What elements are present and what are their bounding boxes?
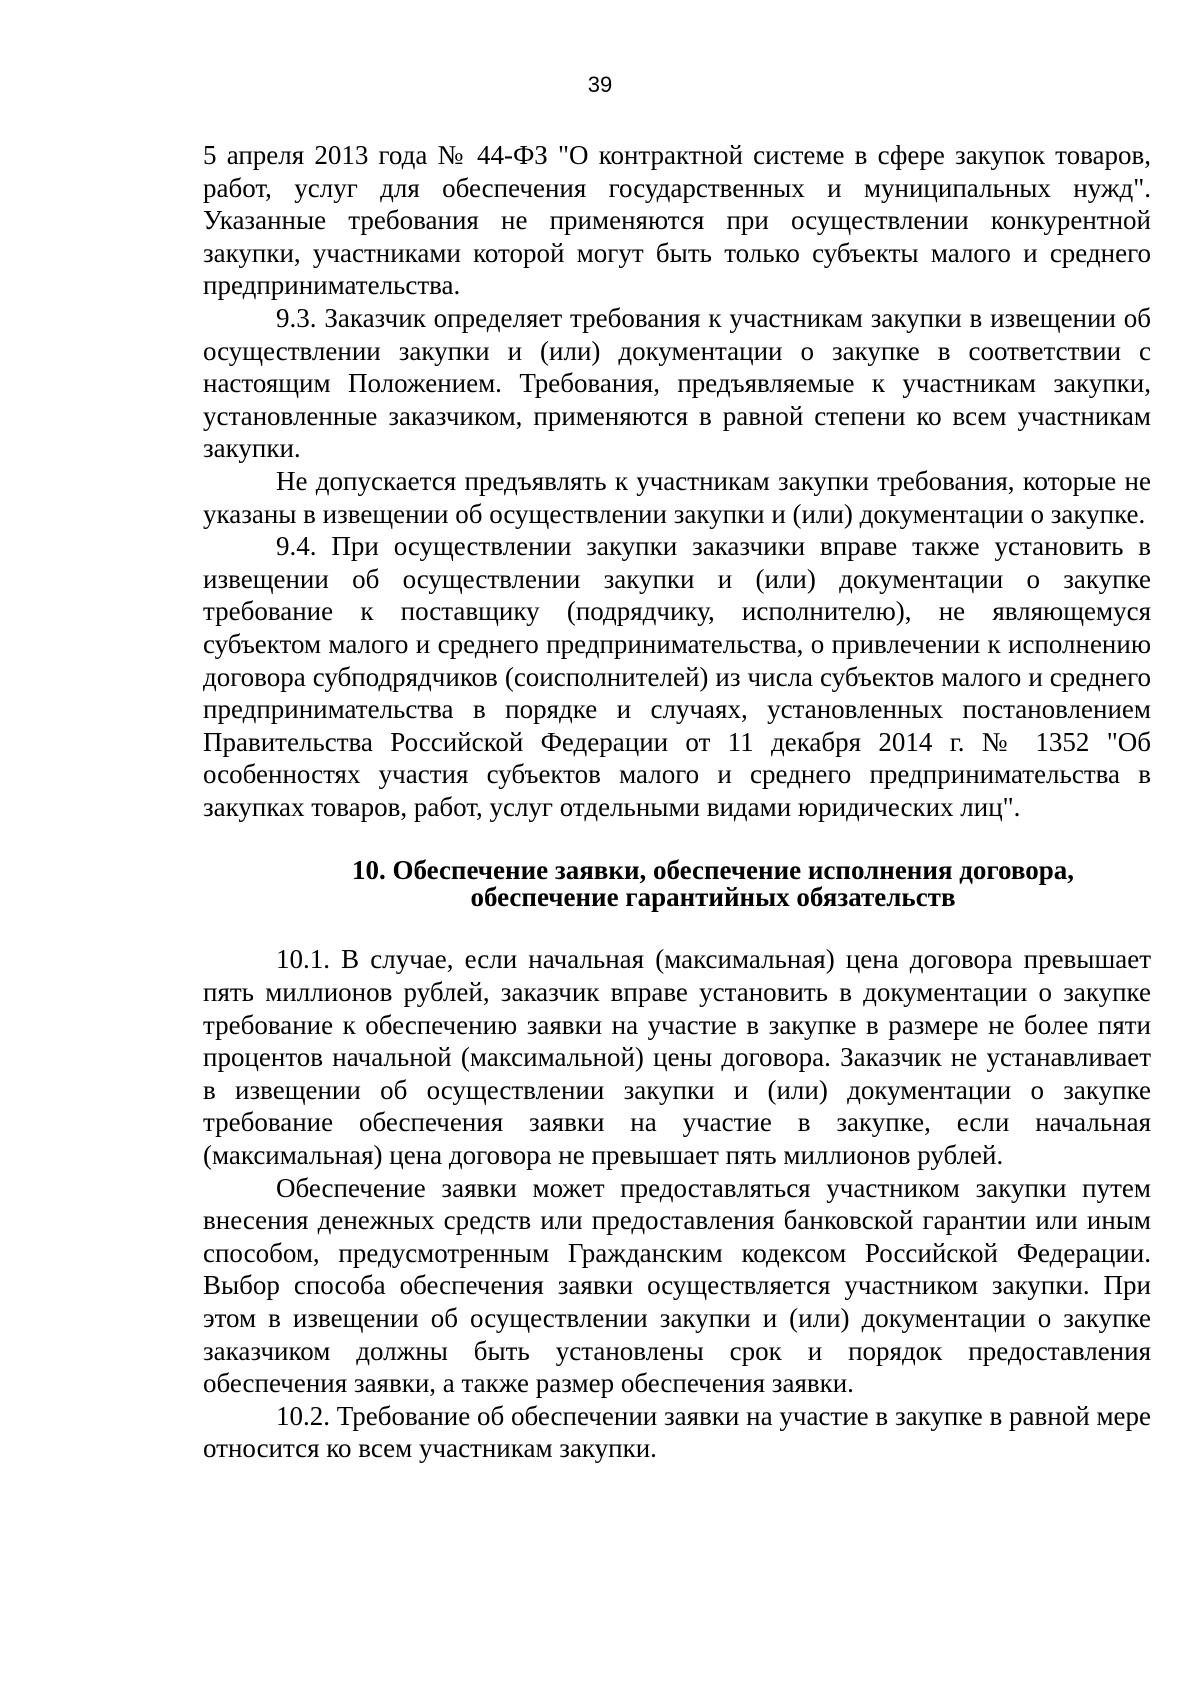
section-heading-line: обеспечение гарантийных обязательств	[470, 882, 956, 913]
paragraph: 10.2. Требование об обеспечении заявки на участие в закупке в равной мере относится ко всем участникам закупки.	[203, 1400, 1151, 1464]
page-number: 39	[587, 72, 613, 97]
section-heading	[203, 857, 1151, 911]
paragraph: 10.1. В случае, если начальная (максимальная) цена договора превышает пять миллионов рублей, заказчик вправе установить в документации о закупке требование к обеспечению заявки на участие в закупке в размере не более пяти процентов начальной (максимальной) цены договора. Заказчик не устанавливает в извещении об осуществлении закупки и (или) документации о закупке требование обеспечения заявки на участие в закупке, если начальная (максимальная) цена договора не превышает пять миллионов рублей.	[203, 944, 1151, 1171]
paragraph: 5 апреля 2013 года № 44-ФЗ "О контрактной системе в сфере закупок товаров, работ, услуг для обеспечения государственных и муниципальных нужд". Указанные требования не применяются при осуществлении конкурентной закупки, участниками которой могут быть только субъекты малого и среднего предпринимательства.	[203, 140, 1151, 301]
paragraph: 9.4. При осуществлении закупки заказчики вправе также установить в извещении об осуществлении закупки и (или) документации о закупке требование к поставщику (подрядчику, исполнителю), не являющемуся субъектом малого и среднего предпринимательства, о привлечении к исполнению договора субподрядчиков (соисполнителей) из числа субъектов малого и среднего предпринимательства в порядке и случаях, установленных постановлением Правительства Российской Федерации от 11 декабря 2014 г. № 1352 "Об особенностях участия субъектов малого и среднего предпринимательства в закупках товаров, работ, услуг отдельными видами юридических лиц".	[203, 531, 1151, 822]
document-body	[203, 139, 1151, 1465]
paragraph: 9.3. Заказчик определяет требования к участникам закупки в извещении об осуществлении закупки и (или) документации о закупке в соответствии с настоящим Положением. Требования, предъявляемые к участникам закупки, установленные заказчиком, применяются в равной степени ко всем участникам закупки.	[203, 302, 1151, 464]
paragraph: Обеспечение заявки может предоставляться участником закупки путем внесения денежных средств или предоставления банковской гарантии или иным способом, предусмотренным Гражданским кодексом Российской Федерации. Выбор способа обеспечения заявки осуществляется участником закупки. При этом в извещении об осуществлении закупки и (или) документации о закупке заказчиком должны быть установлены срок и порядок предоставления обеспечения заявки, а также размер обеспечения заявки.	[203, 1172, 1151, 1399]
paragraph: Не допускается предъявлять к участникам закупки требования, которые не указаны в извещении об осуществлении закупки и (или) документации о закупке.	[203, 465, 1151, 529]
section-heading-line: 10. Обеспечение заявки, обеспечение исполнения договора,	[351, 855, 1075, 886]
